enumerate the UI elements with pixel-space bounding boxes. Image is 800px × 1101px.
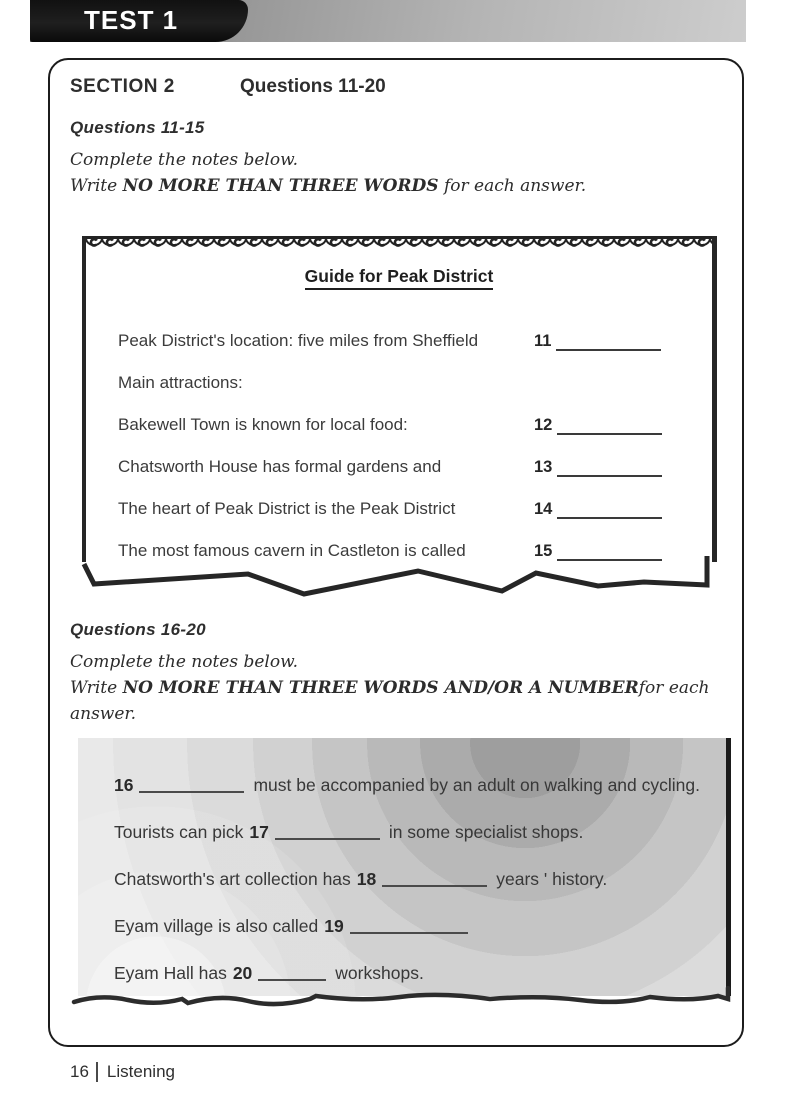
note-row-16	[114, 762, 726, 809]
part1-heading: Questions 11-15	[70, 118, 205, 137]
note-text: in some specialist shops.	[388, 822, 584, 842]
instr-limit: NO MORE THAN THREE WORDS	[122, 176, 439, 196]
part2-instruction-1: Complete the notes below.	[70, 652, 299, 672]
note-row-11	[118, 309, 686, 351]
instr-limit: NO MORE THAN THREE WORDS AND/OR A NUMBER	[122, 678, 639, 698]
answer-blank-14	[557, 504, 662, 519]
note-text: Peak District's location: five miles from Sheffield	[118, 331, 479, 350]
question-number: 19	[324, 916, 344, 936]
page-title: TEST 1	[84, 5, 179, 35]
instr-write: Write	[70, 678, 123, 698]
note-row-15	[118, 519, 686, 561]
answer-blank-16	[139, 778, 244, 793]
note-text: years ' history.	[496, 869, 608, 889]
part2-instruction-2	[70, 678, 710, 698]
part2-instruction-3: answer.	[70, 704, 137, 724]
question-number: 13	[534, 458, 553, 476]
footer-label: Listening	[106, 1062, 175, 1081]
section-question-range: Questions 11-20	[240, 76, 386, 97]
note-row-label	[118, 351, 686, 393]
torn-paper-edge-icon	[78, 556, 714, 606]
part1-instruction-1: Complete the notes below.	[70, 150, 299, 170]
answer-blank-11	[556, 336, 661, 351]
note-text: Main attractions:	[118, 373, 243, 392]
note-text: Eyam Hall has	[114, 963, 227, 983]
note-text: The most famous cavern in Castleton is called	[118, 541, 466, 560]
answer-blank-18	[382, 872, 487, 887]
question-number: 20	[232, 963, 253, 983]
note-row-13	[118, 435, 686, 477]
question-number: 11	[534, 332, 552, 350]
footer-divider	[96, 1062, 98, 1082]
note-text: workshops.	[335, 963, 424, 983]
grey-rows	[78, 738, 726, 997]
note-row-12	[118, 393, 686, 435]
page-number: 16	[70, 1062, 89, 1081]
notes-box-16-20	[78, 738, 731, 996]
instr-write: Write	[70, 176, 123, 196]
note-text: Tourists can pick	[114, 822, 244, 842]
answer-blank-17	[275, 825, 380, 840]
note-text: Bakewell Town is known for local food:	[118, 415, 408, 434]
question-number: 18	[356, 869, 377, 889]
question-number: 14	[534, 500, 553, 518]
question-number: 17	[249, 822, 269, 842]
note-row-14	[118, 477, 686, 519]
part1-instruction-2	[70, 176, 586, 196]
note-row-17	[114, 809, 726, 856]
part2-heading: Questions 16-20	[70, 620, 206, 639]
note-text: The heart of Peak District is the Peak District	[118, 499, 456, 518]
note-text: Chatsworth's art collection has	[114, 869, 351, 889]
wavy-torn-edge-icon	[70, 986, 732, 1014]
answer-blank-12	[557, 420, 662, 435]
question-number: 12	[534, 416, 553, 434]
question-number: 16	[114, 775, 134, 795]
page-footer	[70, 1062, 175, 1082]
spiral-binding-edge-icon	[86, 236, 712, 252]
notes-box-11-15	[82, 236, 717, 562]
answer-blank-13	[557, 462, 662, 477]
notes-rows	[118, 309, 686, 561]
note-text: must be accompanied by an adult on walking and cycling.	[253, 775, 700, 795]
section-title: SECTION 2	[70, 76, 175, 97]
question-number: 15	[534, 542, 553, 560]
instr-tail: for each	[638, 678, 710, 698]
answer-blank-20	[258, 966, 326, 981]
answer-blank-19	[350, 919, 468, 934]
instr-tail: for each answer.	[438, 176, 587, 196]
note-text: Eyam village is also called	[114, 916, 319, 936]
note-row-18	[114, 856, 726, 903]
note-text: Chatsworth House has formal gardens and	[118, 457, 442, 476]
note-row-19	[114, 903, 726, 950]
notes-box-title: Guide for Peak District	[86, 266, 712, 287]
